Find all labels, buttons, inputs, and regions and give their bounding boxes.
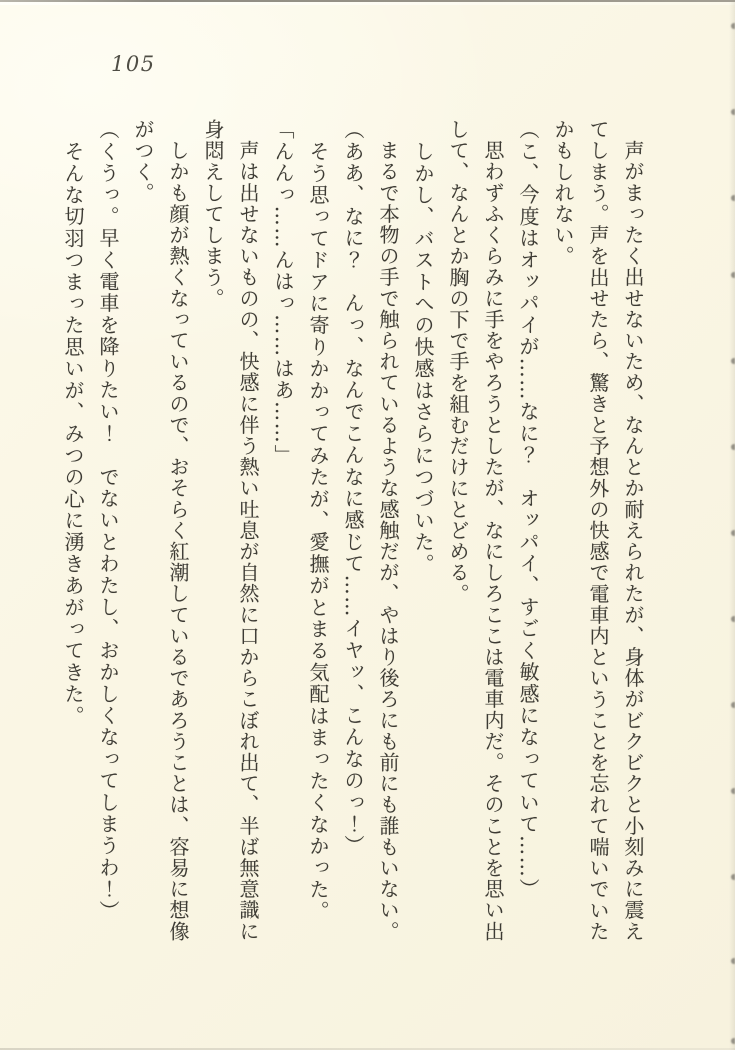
paragraph: そう思ってドアに寄りかかってみたが、愛撫がとまる気配はまったくなかった。 — [306, 141, 330, 923]
binding-mark — [731, 530, 735, 536]
binding-mark — [731, 444, 735, 450]
paragraph: （くうっ。早く電車を降りたい！ でないとわたし、おかしくなってしまうわ！） — [96, 119, 120, 922]
binding-mark — [731, 23, 735, 29]
binding-mark — [731, 1038, 735, 1044]
binding-mark — [731, 358, 735, 364]
binding-mark — [731, 109, 735, 115]
paragraph: まるで本物の手で触られているような感触だが、やはり後ろにも前にも誰もいない。 — [376, 140, 400, 942]
paragraph: そんな切羽つまった思いが、みつの心に湧きあがってきた。 — [61, 141, 85, 727]
paragraph: 思わずふくらみに手をやろうとしたが、なにしろここは電車内だ。そのことを思い出して、なんとか胸の下で手を組むだけにとどめる。 — [446, 119, 505, 942]
binding-mark — [731, 702, 735, 708]
scan-top-highlight — [0, 2, 735, 5]
binding-mark — [731, 616, 735, 622]
body-text — [30, 119, 650, 946]
paragraph: 「んんっ……んはっ……はあ……」 — [271, 119, 295, 467]
paragraph: しかし、バストへの快感はさらにつづいた。 — [411, 141, 435, 575]
page-number: 105 — [111, 52, 156, 76]
paragraph: （こ、今度はオッパイが……なに？ オッパイ、すごく敏感になっていて……） — [516, 119, 540, 901]
paragraph: 声がまったく出せないため、なんとか耐えられたが、身体がビクビクと小刻みに震えてしまう。声を出せたら、驚きと予想外の快感で電車内ということを忘れて喘いでいたかもしれない。 — [551, 119, 645, 942]
binding-mark — [731, 195, 735, 201]
binding-mark — [731, 272, 735, 278]
binding-mark — [731, 788, 735, 794]
paragraph: しかも顔が熱くなっているので、おそらく紅潮しているであろうことは、容易に想像がつく。 — [131, 119, 190, 942]
scan-right-shade — [729, 0, 735, 1050]
binding-mark — [731, 958, 735, 964]
paragraph: （ああ、なに？ んっ、なんでこんなに感じて……イヤッ、こんなのっ！） — [341, 119, 365, 857]
binding-mark — [731, 874, 735, 880]
paragraph: 声は出せないものの、快感に伴う熱い吐息が自然に口からこぼれ出て、半ば無意識に身悶えしてしまう。 — [201, 119, 260, 942]
